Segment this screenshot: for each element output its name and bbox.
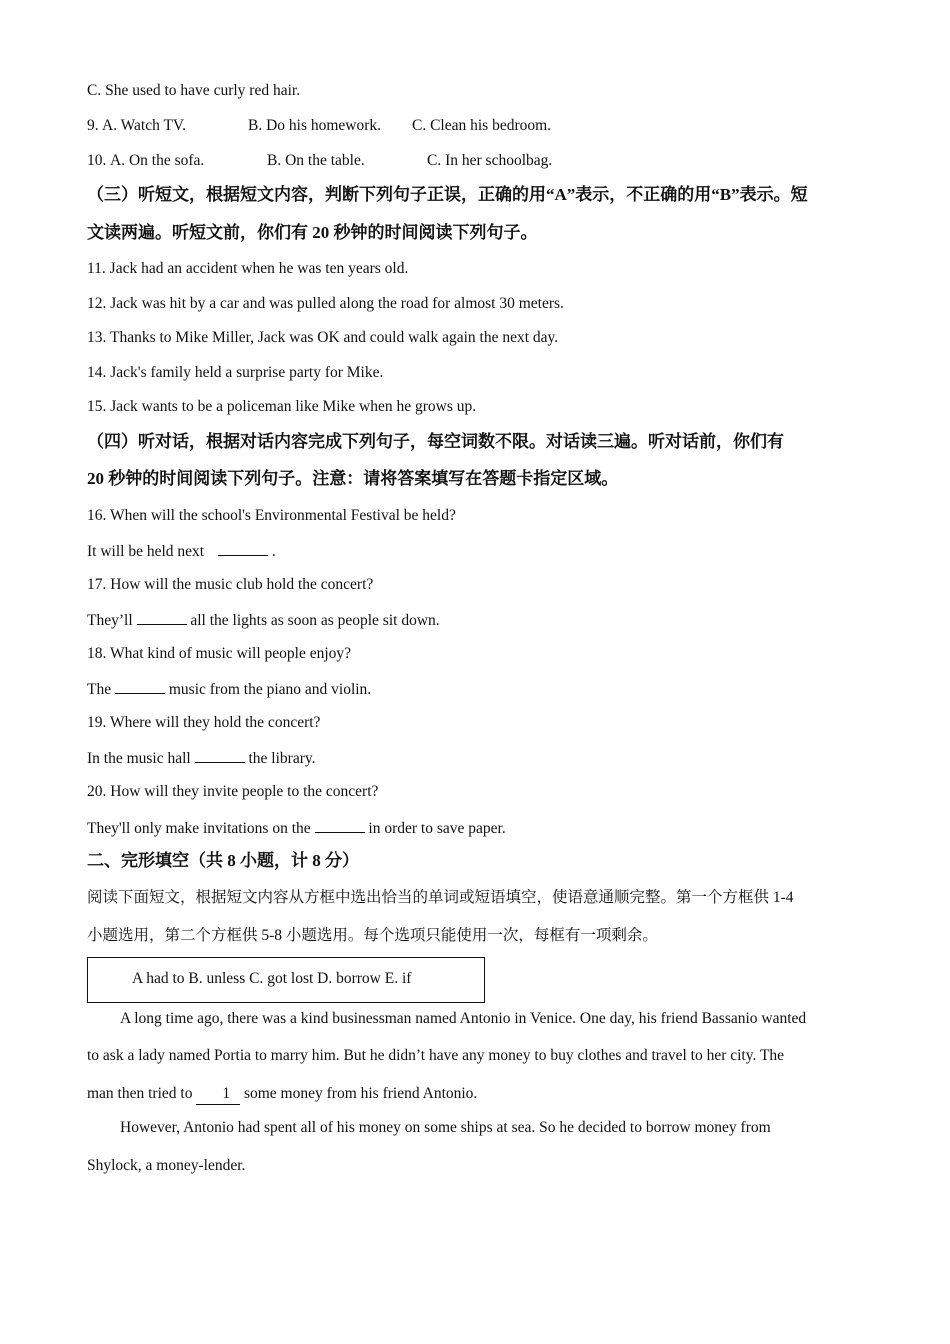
q17-answer-line <box>87 609 440 631</box>
q20-question: 20. How will they invite people to the concert? <box>87 783 379 800</box>
q9-number: 9. <box>87 117 99 134</box>
q19-answer-line <box>87 747 316 769</box>
section4-instruction-line1: （四）听对话，根据对话内容完成下列句子，每空词数不限。对话读三遍。听对话前，你们有 <box>87 432 784 451</box>
q10-number: 10. <box>87 152 107 169</box>
q16-question: 16. When will the school's Environmental Festival be held? <box>87 507 456 524</box>
part2-heading: 二、完形填空（共 8 小题，计 8 分） <box>87 851 359 870</box>
word-box <box>87 957 485 1003</box>
passage-suffix: some money from his friend Antonio. <box>240 1085 478 1102</box>
q10-option-b: B. On the table. <box>267 152 365 169</box>
q16-answer-line <box>87 540 276 562</box>
q17-prefix: They’ll <box>87 612 137 629</box>
passage-para1-line3 <box>87 1084 867 1105</box>
q16-prefix: It will be held next <box>87 543 208 560</box>
statement-15: 15. Jack wants to be a policeman like Mike when he grows up. <box>87 398 477 415</box>
passage-para1-line2: to ask a lady named Portia to marry him. But he didn’t have any money to buy clothes and travel to her city. The <box>87 1047 785 1064</box>
part2-instruction-line1: 阅读下面短文，根据短文内容从方框中选出恰当的单词或短语填空，使语意通顺完整。第一个方框供 1-4 <box>87 889 794 906</box>
q9-option-a: A. Watch TV. <box>102 117 187 134</box>
q19-suffix: the library. <box>248 750 316 767</box>
word-box-options: A had to B. unless C. got lost D. borrow E. if <box>132 970 412 987</box>
passage-para2-line2: Shylock, a money-lender. <box>87 1157 246 1174</box>
statement-14: 14. Jack's family held a surprise party for Mike. <box>87 364 384 381</box>
passage-para2-line1: However, Antonio had spent all of his money on some ships at sea. So he decided to borrow money from <box>120 1119 771 1136</box>
section4-instruction-line2: 20 秒钟的时间阅读下列句子。注意：请将答案填写在答题卡指定区域。 <box>87 469 619 488</box>
q20-prefix: They'll only make invitations on the <box>87 820 315 837</box>
section3-instruction-line1: （三）听短文，根据短文内容，判断下列句子正误，正确的用“A”表示，不正确的用“B”表示。短 <box>87 185 808 204</box>
passage-prefix: man then tried to <box>87 1085 197 1102</box>
q9-option-b: B. Do his homework. <box>248 117 382 134</box>
q18-prefix: The <box>87 681 115 698</box>
q9-option-c: C. Clean his bedroom. <box>412 117 552 134</box>
q16-suffix: . <box>271 543 276 560</box>
q18-blank[interactable] <box>115 678 165 694</box>
statement-13: 13. Thanks to Mike Miller, Jack was OK and could walk again the next day. <box>87 329 559 346</box>
q17-blank[interactable] <box>137 609 187 625</box>
q8-option-c: C. She used to have curly red hair. <box>87 82 301 99</box>
section3-instruction-line2: 文读两遍。听短文前，你们有 20 秒钟的时间阅读下列句子。 <box>87 223 538 242</box>
cloze-blank-1-number: 1 <box>222 1085 231 1102</box>
q16-blank[interactable] <box>218 540 268 556</box>
q19-prefix: In the music hall <box>87 750 195 767</box>
passage-para1-line1: A long time ago, there was a kind businessman named Antonio in Venice. One day, his friend Bassanio wanted <box>120 1010 807 1027</box>
q18-suffix: music from the piano and violin. <box>168 681 372 698</box>
q19-blank[interactable] <box>195 747 245 763</box>
q20-blank[interactable] <box>315 817 365 833</box>
q20-suffix: in order to save paper. <box>368 820 506 837</box>
q17-question: 17. How will the music club hold the concert? <box>87 576 374 593</box>
q19-question: 19. Where will they hold the concert? <box>87 714 321 731</box>
cloze-blank-1[interactable] <box>196 1084 240 1105</box>
q10-option-c: C. In her schoolbag. <box>427 152 553 169</box>
statement-11: 11. Jack had an accident when he was ten years old. <box>87 260 409 277</box>
q18-question: 18. What kind of music will people enjoy? <box>87 645 352 662</box>
q10-option-a: A. On the sofa. <box>110 152 205 169</box>
q17-suffix: all the lights as soon as people sit down. <box>190 612 440 629</box>
statement-12: 12. Jack was hit by a car and was pulled along the road for almost 30 meters. <box>87 295 564 312</box>
q18-answer-line <box>87 678 371 700</box>
part2-instruction-line2: 小题选用，第二个方框供 5-8 小题选用。每个选项只能使用一次，每框有一项剩余。 <box>87 927 658 944</box>
q20-answer-line <box>87 817 506 839</box>
